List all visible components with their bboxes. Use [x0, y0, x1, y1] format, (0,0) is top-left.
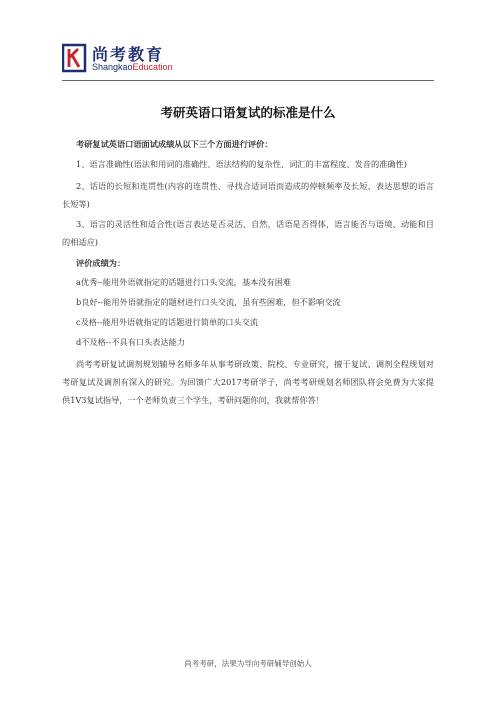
page-footer: 尚考考研，法果为导向考研辅导创始人: [184, 659, 312, 668]
grade-c: c及格--能用外语就指定的话题进行简单的口头交流: [76, 317, 259, 327]
criterion-2: 2、话语的长短和连贯性(内容的连贯性、寻找合适词语而造成的停顿频率及长短、表达思想的语言长短等): [62, 181, 434, 209]
grade-b: b良好--能用外语就指定的题材进行口头交流，虽有些困难，但不影响交流: [76, 297, 341, 307]
intro-heading: 考研复试英语口语面试成绩从以下三个方面进行评价：: [76, 139, 273, 149]
criterion-1: 1、语言准确性(语法和用词的准确性、语法结构的复杂性、词汇的丰富程度、发音的准确性): [76, 159, 407, 169]
criterion-3: 3、语言的灵活性和适合性(语言表达是否灵活、自然，话语是否得体，语言能否与语境、动能和目的相适应): [62, 219, 434, 247]
grade-a: a优秀--能用外语就指定的话题进行口头交流，基本没有困难: [76, 277, 292, 287]
grade-d: d不及格--不具有口头表达能力: [76, 337, 186, 347]
logo-subtitle: [92, 62, 173, 72]
logo-subtitle-right: Education: [132, 62, 173, 72]
header-divider: [62, 80, 434, 81]
logo-k-icon: [62, 43, 88, 73]
closing-paragraph: 尚考考研复试调剂规划辅导名师多年从事考研政策、院校、专业研究，擅于复试、调剂全程规划对考研复试及调剂有深入的研究。为回馈广大2017考研学子，尚考考研规划名师团队将会免费为大家提供1V3复试指导，一个老师负责三个学生，考研问题你问，我就帮你答！: [62, 359, 434, 405]
logo-name: 尚考教育: [92, 45, 165, 64]
grades-heading: 评价成绩为：: [76, 258, 126, 268]
document-title: 考研英语口语复试的标准是什么: [160, 105, 336, 120]
brand-logo: [62, 41, 192, 77]
logo-subtitle-left: Shangkao: [92, 62, 133, 72]
